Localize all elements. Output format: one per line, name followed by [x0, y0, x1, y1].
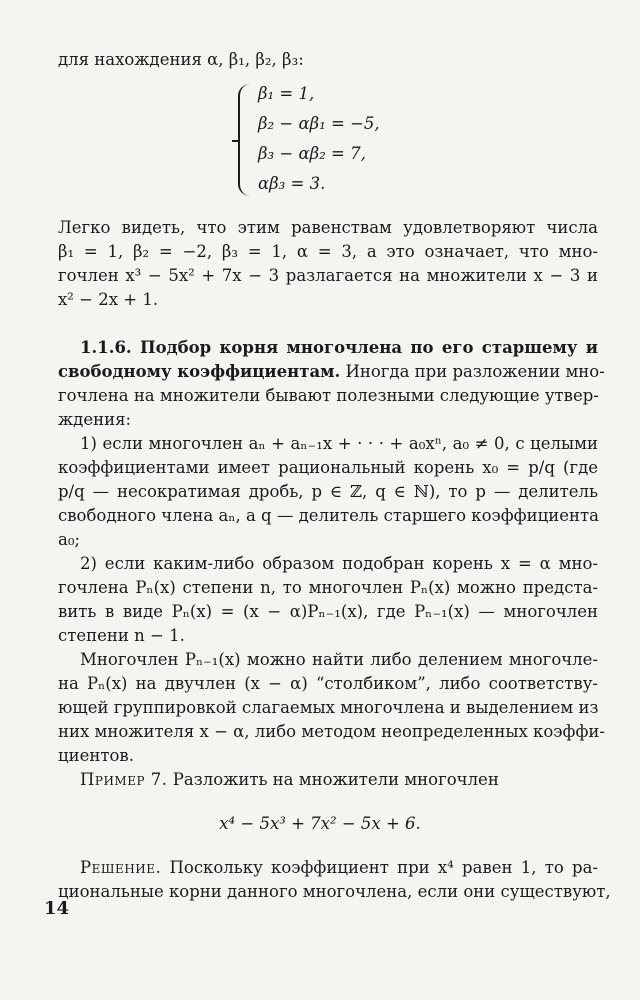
text-line: коэффициентами имеет рациональный корень x₀ = p/q (где	[58, 458, 598, 477]
solution-line	[80, 856, 598, 880]
text-line: циональные корни данного многочлена, если они существуют,	[58, 882, 611, 901]
text-line: Легко видеть, что этим равенствам удовлетворяют числа	[58, 218, 598, 237]
text-line: гочлена Pₙ(x) степени n, то многочлен Pₙ(x) можно предста-	[58, 578, 598, 597]
display-formula: x⁴ − 5x³ + 7x² − 5x + 6.	[219, 814, 421, 833]
example-label: Пример 7.	[80, 770, 168, 789]
text-span: Разложить на множители многочлен	[167, 770, 499, 789]
page-number: 14	[44, 898, 70, 919]
text-line	[58, 360, 605, 384]
text-line: гочлен x³ − 5x² + 7x − 3 разлагается на множители x − 3 и	[58, 266, 598, 285]
text-line: на Pₙ(x) на двучлен (x − α) “столбиком”, либо соответству-	[58, 674, 598, 693]
text-line: p/q — несократимая дробь, p ∈ ℤ, q ∈ ℕ), то p — делитель	[58, 482, 598, 501]
system-equation-2: β₂ − αβ₁ = −5,	[258, 114, 380, 133]
text-line: ющей группировкой слагаемых многочлена и выделением из	[58, 698, 599, 717]
text-line: свободного члена aₙ, а q — делитель старшего коэффициента	[58, 506, 599, 525]
section-heading-cont: свободному коэффициентам.	[58, 362, 341, 381]
solution-label: Решение.	[80, 858, 162, 877]
text-line: a₀;	[58, 530, 81, 549]
text-line: Многочлен Pₙ₋₁(x) можно найти либо делением многочле-	[80, 650, 598, 669]
text-line: x² − 2x + 1.	[58, 290, 159, 309]
text-line: 1) если многочлен aₙ + aₙ₋₁x + · · · + a₀xⁿ, a₀ ≠ 0, с целыми	[80, 434, 598, 453]
system-equation-4: αβ₃ = 3.	[258, 174, 326, 193]
text-line: степени n − 1.	[58, 626, 185, 645]
text-line: ждения:	[58, 410, 132, 429]
text-line: для нахождения α, β₁, β₂, β₃:	[58, 50, 304, 69]
left-brace	[238, 84, 252, 196]
system-equation-1: β₁ = 1,	[258, 84, 315, 103]
text-span: Поскольку коэффициент при x⁴ равен 1, то ра-	[161, 858, 598, 877]
text-line: вить в виде Pₙ(x) = (x − α)Pₙ₋₁(x), где Pₙ₋₁(x) — многочлен	[58, 602, 598, 621]
section-heading: 1.1.6. Подбор корня многочлена по его старшему и	[80, 338, 598, 357]
text-line: гочлена на множители бывают полезными следующие утвер-	[58, 386, 599, 405]
text-line: β₁ = 1, β₂ = −2, β₃ = 1, α = 3, а это означает, что мно-	[58, 242, 598, 261]
text-line: 2) если каким-либо образом подобран корень x = α мно-	[80, 554, 598, 573]
text-line: циентов.	[58, 746, 134, 765]
example-line	[80, 768, 598, 792]
system-equation-3: β₃ − αβ₂ = 7,	[258, 144, 366, 163]
text-line: них множителя x − α, либо методом неопределенных коэффи-	[58, 722, 605, 741]
equation-system	[238, 78, 438, 202]
text-span: Иногда при разложении мно-	[340, 362, 605, 381]
